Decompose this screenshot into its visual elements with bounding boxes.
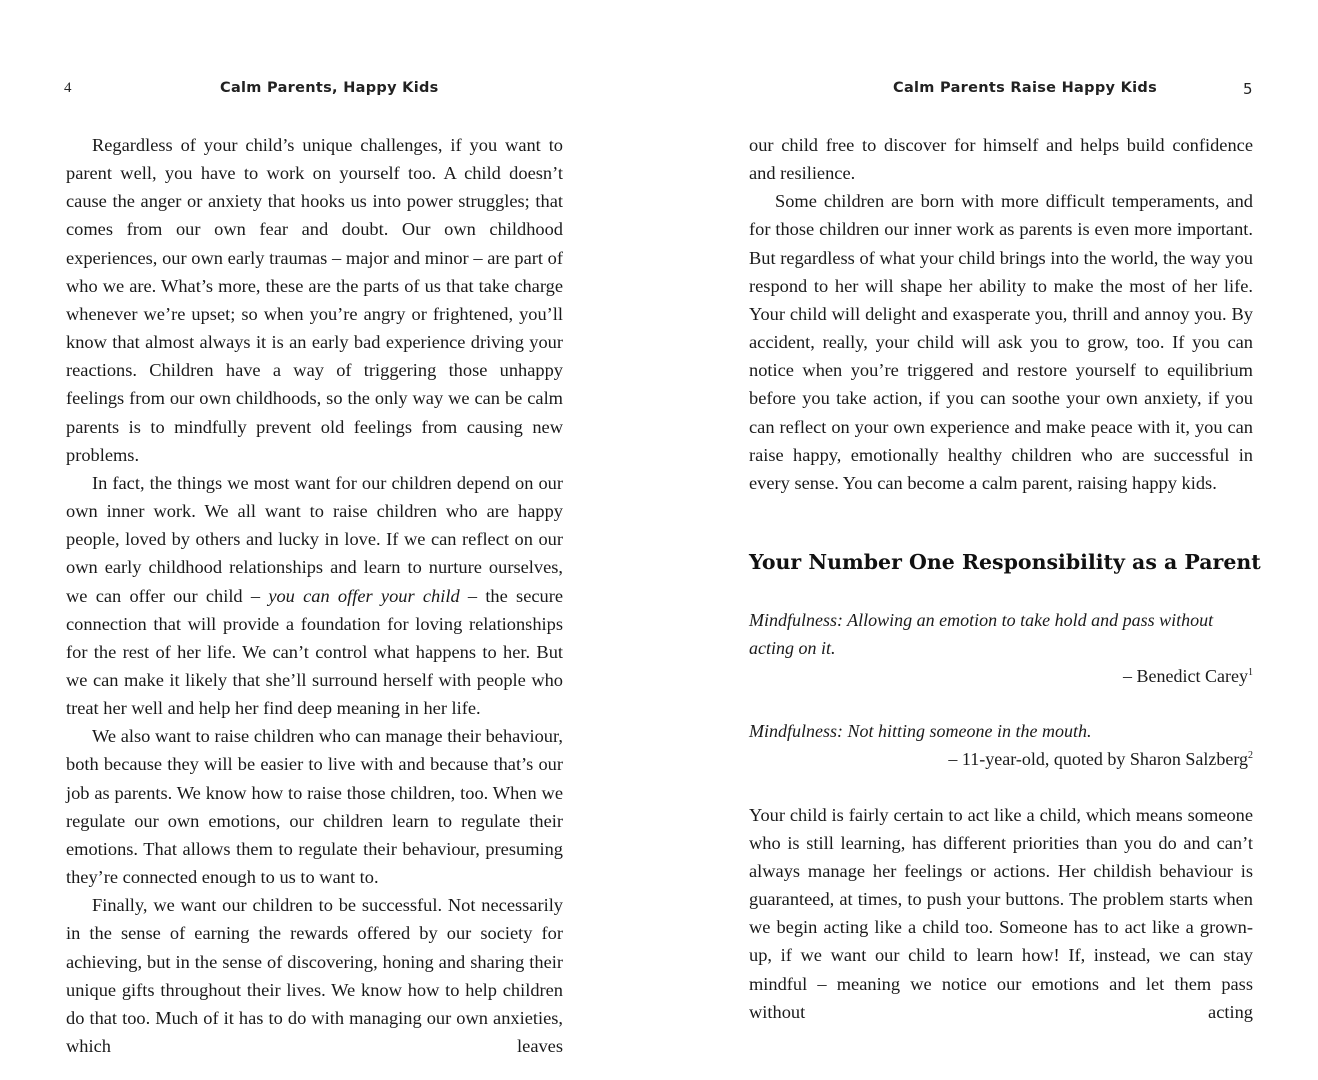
- text-run: In fact, the things we most want for our children depend on our own inner work. We all want to raise children who are happy people, loved by others and lucky in love. If we can reflect on our own early childhood relationships and learn to nurture ourselves, we can offer our child –: [66, 472, 563, 606]
- page-number: 5: [1243, 80, 1253, 98]
- epigraph-attribution: [749, 745, 1253, 773]
- left-page: [0, 0, 640, 1080]
- right-text-column: [749, 131, 1253, 497]
- epigraphs: [749, 606, 1253, 773]
- epigraph-attribution: [749, 662, 1253, 690]
- epigraph-quote: Mindfulness: Not hitting someone in the mouth.: [749, 721, 1092, 741]
- right-body-text: [749, 801, 1253, 1026]
- attribution-text: – 11-year-old, quoted by Sharon Salzberg: [948, 749, 1248, 769]
- footnote-marker: 2: [1248, 750, 1253, 761]
- paragraph: Your child is fairly certain to act like a child, which means someone who is still learning, has different priorities than you do and can’t always manage her feelings or actions. Her childish behaviour is guaranteed, at times, to push your buttons. The problem starts when we begin acting like a child too. Someone has to act like a grown-up, if we want our child to learn how! If, instead, we can stay mindful – meaning we notice our emotions and let them pass without acting: [749, 805, 1253, 1022]
- page-number: 4: [64, 80, 72, 96]
- paragraph: We also want to raise children who can manage their behaviour, both because they will be easier to live with and because that’s our job as parents. We know how to raise those children, too. When we regulate our own emotions, our children learn to regulate their emotions. That allows them to regulate their behaviour, presuming they’re connected enough to us to want to.: [66, 726, 563, 888]
- italic-text-run: you can offer your child: [268, 585, 460, 606]
- section-heading: Your Number One Responsibility as a Parent: [749, 550, 1261, 574]
- running-head: Calm Parents Raise Happy Kids: [893, 80, 1158, 96]
- paragraph: Regardless of your child’s unique challenges, if you want to parent well, you have to work on yourself too. A child doesn’t cause the anger or anxiety that hooks us into power struggles; that comes from our own fear and doubt. Our own childhood experiences, our own early traumas – major and minor – are part of who we are. What’s more, these are the parts of us that take charge whenever we’re upset; so when you’re angry or frightened, you’ll know that almost always it is an early bad experience driving your reactions. Children have a way of triggering those unhappy feelings from our own childhoods, so the only way we can be calm parents is to mindfully prevent old feelings from causing new problems.: [66, 135, 563, 465]
- left-text-column: [66, 131, 563, 1060]
- paragraph: our child free to discover for himself and helps build confidence and resilience.: [749, 135, 1253, 184]
- paragraph: Finally, we want our children to be successful. Not necessarily in the sense of earning the rewards offered by our society for achieving, but in the sense of discovering, honing and sharing their unique gifts throughout their lives. We know how to help children do that too. Much of it has to do with managing our own anxieties, which leaves: [66, 895, 563, 1056]
- right-page: [660, 0, 1318, 1080]
- paragraph: [66, 469, 563, 722]
- text-run: – the secure connection that will provide a foundation for loving relationships for the rest of her life. We can’t control what happens to her. But we can make it likely that she’ll surround herself with people who treat her well and help her find deep meaning in her life.: [66, 585, 564, 719]
- epigraph-quote: Mindfulness: Allowing an emotion to take hold and pass without acting on it.: [749, 610, 1214, 658]
- running-head: Calm Parents, Happy Kids: [220, 80, 439, 96]
- footnote-marker: 1: [1248, 667, 1253, 678]
- paragraph: Some children are born with more difficult temperaments, and for those children our inner work as parents is even more important. But regardless of what your child brings into the world, the way you respond to her will shape her ability to make the most of her life. Your child will delight and exasperate you, thrill and annoy you. By accident, really, your child will ask you to grow, too. If you can notice when you’re triggered and restore yourself to equilibrium before you take action, if you can soothe your own anxiety, if you can reflect on your own experience and make peace with it, you can raise happy, emotionally healthy children who are successful in every sense. You can become a calm parent, raising happy kids.: [749, 191, 1253, 493]
- attribution-text: – Benedict Carey: [1123, 666, 1248, 686]
